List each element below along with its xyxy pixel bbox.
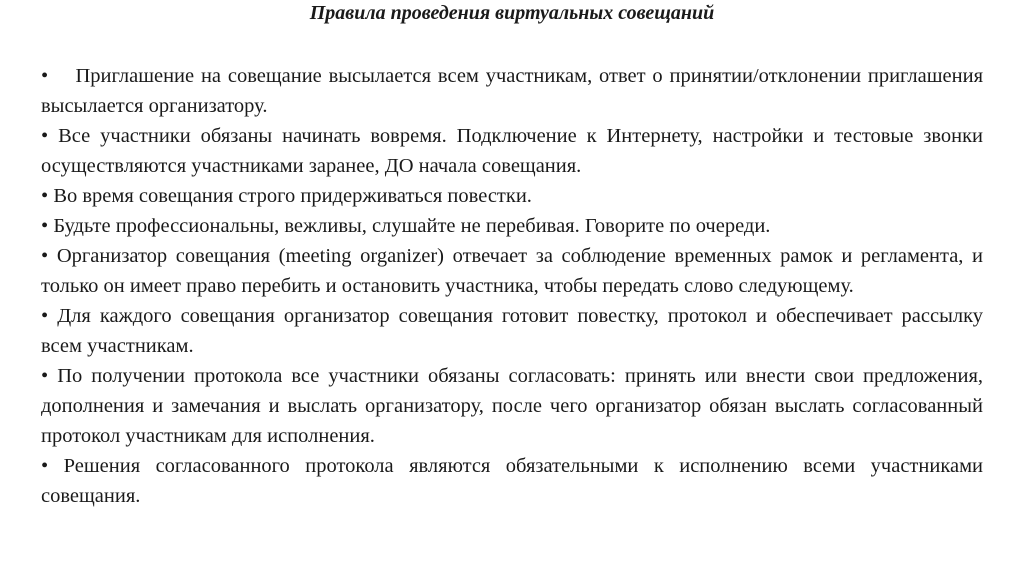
rule-item [41, 241, 983, 301]
rules-list [41, 61, 983, 511]
bullet-icon: • [41, 305, 49, 327]
title-spacing [41, 25, 983, 61]
rule-item [41, 211, 983, 241]
rule-item [41, 361, 983, 451]
bullet-icon: • [41, 245, 49, 267]
bullet-icon: • [41, 215, 49, 237]
rule-text: Для каждого совещания организатор совещания готовит повестку, протокол и обеспечивает рассылку всем участникам. [41, 305, 983, 357]
bullet-icon: • [41, 455, 49, 477]
rule-item [41, 121, 983, 181]
rule-item [41, 61, 983, 121]
rule-text: Будьте профессиональны, вежливы, слушайте не перебивая. Говорите по очереди. [53, 215, 771, 237]
rule-text: Все участники обязаны начинать вовремя. Подключение к Интернету, настройки и тестовые звонки осуществляются участниками заранее, ДО начала совещания. [41, 125, 984, 177]
document-title: Правила проведения виртуальных совещаний [309, 2, 715, 24]
bullet-icon: • [41, 185, 49, 207]
rule-text: Приглашение на совещание высылается всем участникам, ответ о принятии/отклонении приглашения высылается организатору. [41, 65, 983, 117]
rule-text: Во время совещания строго придерживаться повестки. [53, 185, 532, 207]
document-page [0, 1, 1024, 575]
rule-item [41, 181, 983, 211]
rule-text: Организатор совещания (meeting organizer) отвечает за соблюдение временных рамок и регламента, и только он имеет право перебить и остановить участника, чтобы передать слово следующему. [41, 245, 984, 297]
rule-item [41, 301, 983, 361]
rule-item [41, 451, 983, 511]
bullet-icon: • [41, 125, 49, 147]
bullet-icon: • [41, 365, 49, 387]
bullet-icon: • [41, 65, 49, 87]
rule-text: Решения согласованного протокола являются обязательными к исполнению всеми участниками совещания. [41, 455, 984, 507]
rule-text: По получении протокола все участники обязаны согласовать: принять или внести свои предложения, дополнения и замечания и выслать организатору, после чего организатор обязан выслать согласованный протокол участникам для исполнения. [41, 365, 983, 447]
